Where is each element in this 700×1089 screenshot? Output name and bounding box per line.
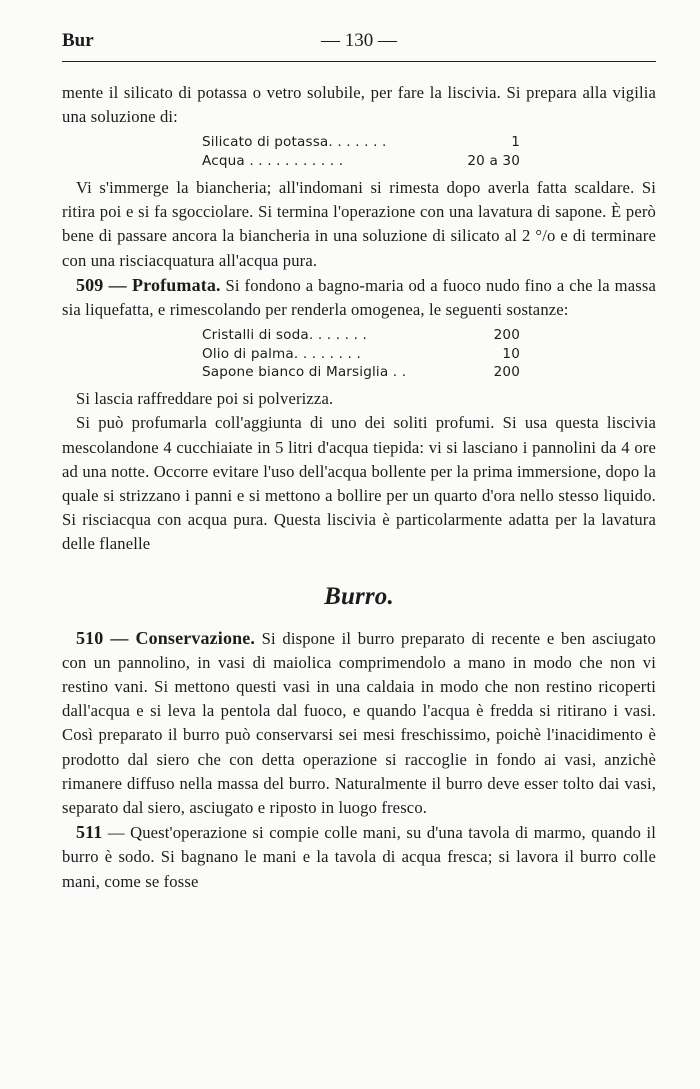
entry-text-510: Si dispone il burro preparato di recente e ben asciugato con un pannolino, in vasi di maiolica comprimendolo a mano in modo che non vi restino vani. Si mettono questi vasi in una caldaia in modo che non restino ricoperti dall'acqua e si leva la pentola dal fuoco, e quando l'acqua è fredda si ritirano i vasi. Così preparato il burro può conservarsi sei mesi freschissimo, poichè l'inacidimento è prodotto dal siero che con detta operazione si raccoglie in fondo ai vasi, anzichè rimanere diffuso nella massa del burro. Naturalmente il burro deve esser tolto dai vasi, separato dal siero, asciugato e riposto in luogo fresco. — [62, 628, 657, 817]
paragraph-509 — [62, 273, 656, 322]
header-rule — [62, 61, 656, 62]
entry-text-511: — Quest'operazione si compie colle mani, su d'una tavola di marmo, quando il burro è sodo. Si bagnano le mani e la tavola di acqua fresca; si lavora il burro colle mani, come se fosse — [62, 823, 656, 891]
running-head — [62, 30, 656, 60]
entry-heading-510: 510 — Conservazione. — [76, 627, 256, 648]
recipe-table-silicato — [202, 133, 520, 170]
ingredient-name: Acqua . . . . . . . . . . . — [202, 152, 344, 169]
section-title: Burro. — [324, 582, 394, 610]
ingredient-quantity: 200 — [493, 327, 520, 344]
entry-heading-511: 511 — [76, 822, 103, 843]
recipe-row — [202, 133, 520, 151]
ingredient-name: Sapone bianco di Marsiglia . . — [202, 363, 407, 380]
recipe-row — [202, 326, 520, 344]
ingredient-name: Silicato di potassa. . . . . . . — [202, 134, 387, 151]
paragraph-perfume-usage: Si può profumarla coll'aggiunta di uno dei soliti profumi. Si usa questa liscivia mescolandone 4 cucchiaiate in 5 litri d'acqua tiepida: vi si lasciano i pannolini da 4 ore ad una notte. Occorre evitare l'uso dell'acqua bollente per la prima immersione, dopo la quale si strizzano i panni e si mettono a bollire per un quarto d'ora nello stesso liquido. Si risciacqua con acqua pura. Questa liscivia è particolarmente adatta per la lavatura delle flanelle — [62, 413, 656, 554]
paragraph-cooling: Si lascia raffreddare poi si polverizza. — [76, 389, 334, 409]
paragraph-511 — [62, 820, 656, 894]
ingredient-quantity: 200 — [493, 363, 520, 380]
recipe-row — [202, 152, 520, 170]
page-body — [62, 81, 656, 894]
recipe-table-profumata — [202, 326, 520, 381]
ingredient-name: Olio di palma. . . . . . . . — [202, 345, 361, 362]
ingredient-name: Cristalli di soda. . . . . . . — [202, 327, 368, 344]
ingredient-quantity: 10 — [502, 345, 520, 362]
ingredient-quantity: 1 — [511, 134, 520, 151]
entry-text-509: Si fondono a bagno-maria od a fuoco nudo fino a che la massa sia liquefatta, e rimescolando per renderla omogenea, le seguenti sostanze: — [62, 275, 656, 320]
paragraph-continuation: mente il silicato di potassa o vetro solubile, per fare la liscivia. Si prepara alla vigilia una soluzione di: — [62, 83, 656, 127]
ingredient-quantity: 20 a 30 — [467, 152, 520, 169]
recipe-row — [202, 345, 520, 363]
entry-heading-509: 509 — Profumata. — [76, 274, 221, 295]
recipe-row — [202, 363, 520, 381]
running-head-word: Bur — [62, 30, 94, 51]
paragraph-immersion: Vi s'immerge la biancheria; all'indomani si rimesta dopo averla fatta scaldare. Si ritira poi e si fa sgocciolare. Si termina l'operazione con una lavatura di sapone. È però bene di passare ancora la biancheria in una soluzione di silicato al 2 °/o e di terminare con una risciacquatura all'acqua pura. — [62, 178, 656, 270]
paragraph-510 — [62, 626, 656, 821]
page-number: — 130 — — [321, 30, 397, 51]
